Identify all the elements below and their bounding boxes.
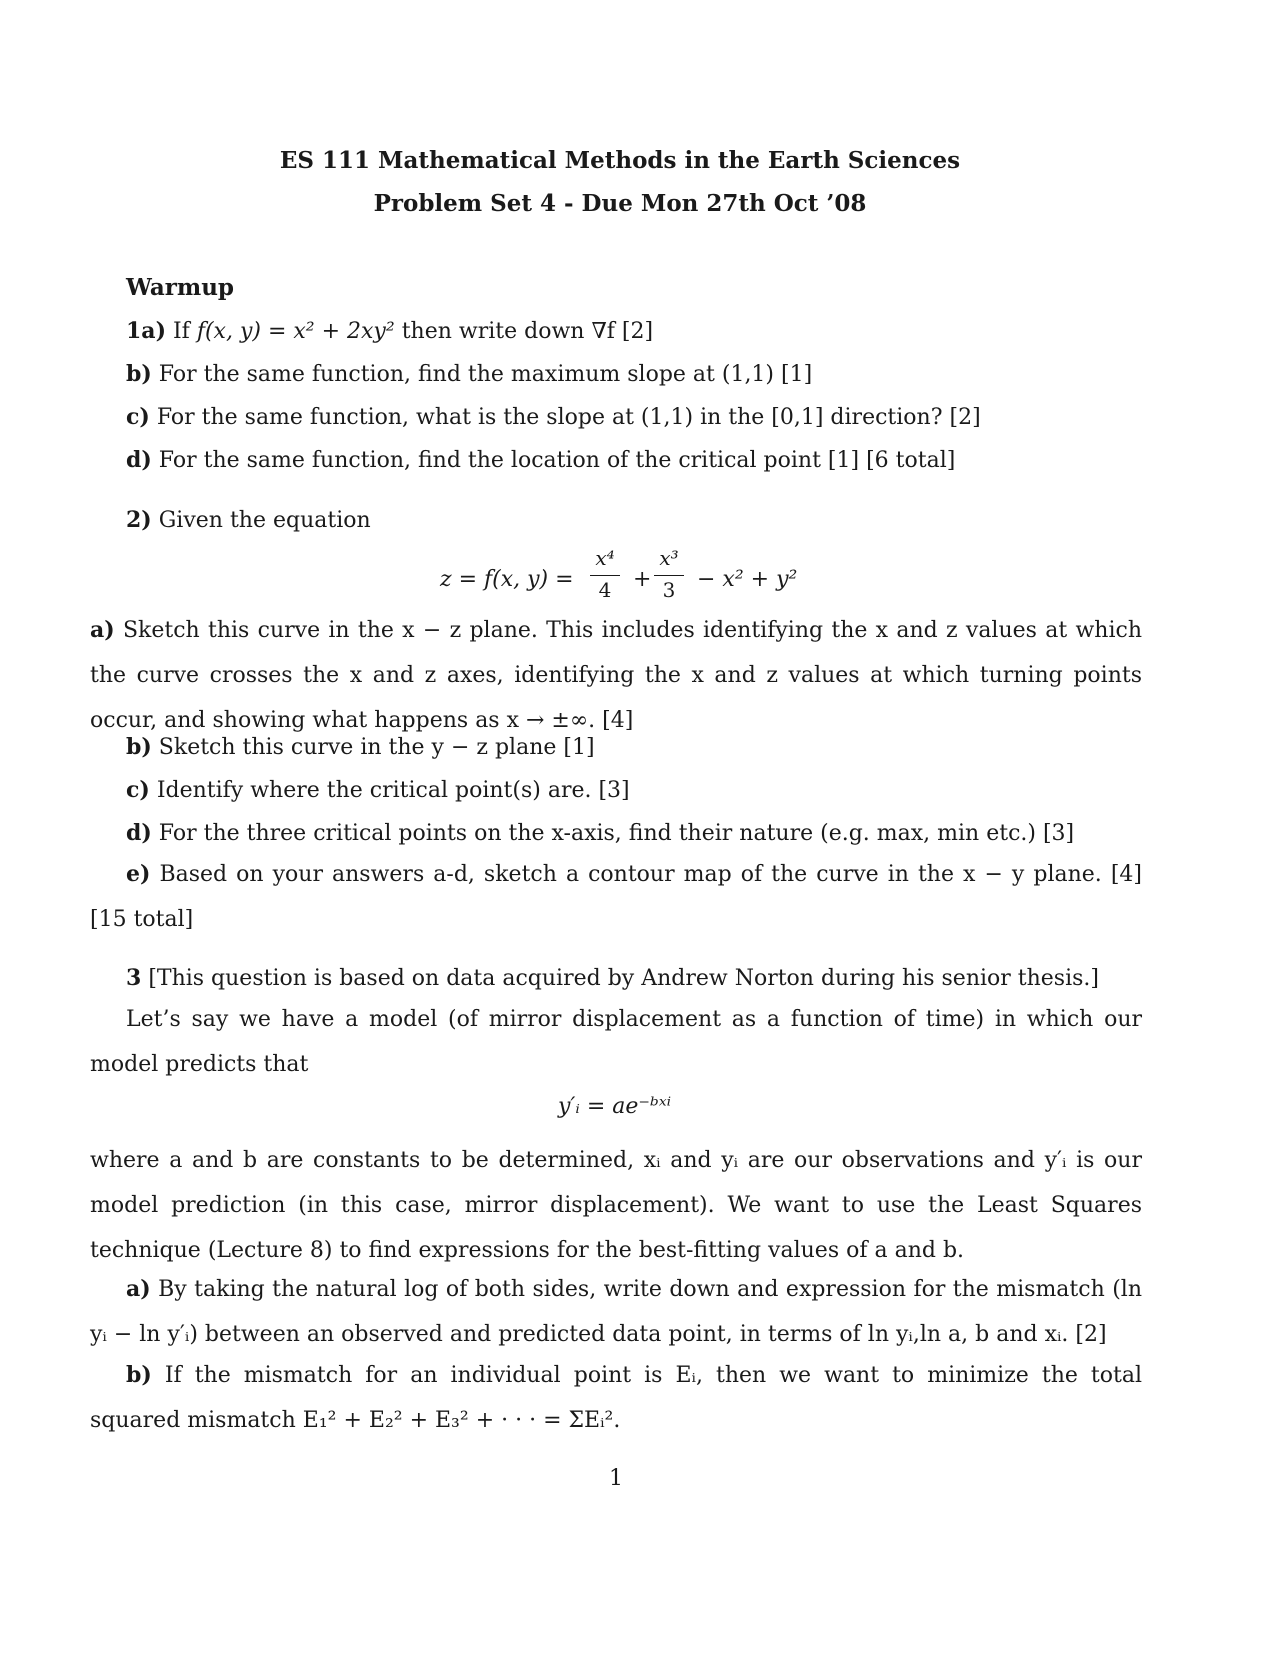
question-1c-text: For the same function, what is the slope at (1,1) in the [0,1] direction? [2]	[156, 405, 981, 430]
question-1b	[126, 360, 812, 389]
question-2b-label: b)	[126, 734, 152, 760]
equation-fraction2-denominator: 3	[662, 578, 676, 602]
equation-fraction1-bar	[590, 575, 620, 576]
question-1d	[126, 446, 955, 475]
question-2e-text: Based on your answers a-d, sketch a contour map of the curve in the x − y plane. [4] [15 total]	[90, 862, 1143, 932]
document-subtitle: Problem Set 4 - Due Mon 27th Oct ’08	[373, 190, 867, 217]
question-1c	[126, 403, 981, 432]
question-2e-label: e)	[126, 861, 151, 887]
equation-fraction2-numerator: x³	[659, 546, 679, 570]
question-2a-text: Sketch this curve in the x − z plane. This includes identifying the x and z values at which the curve crosses the x and z axes, identifying the x and z values at which turning points occur, and showing what happens as x → ±∞. [4]	[90, 618, 1143, 733]
question-3-paragraph-2: where a and b are constants to be determined, xᵢ and yᵢ are our observations and y′ᵢ is our model prediction (in this case, mirror displacement). We want to use the Least Squares technique (Lecture 8) to find expressions for the best-fitting values of a and b.	[90, 1148, 1142, 1263]
question-3a	[90, 1267, 1142, 1357]
question-2e	[90, 852, 1142, 942]
equation-fraction1-numerator: x⁴	[595, 546, 615, 570]
question-2d-label: d)	[126, 820, 152, 846]
equation-fraction2-bar	[654, 575, 684, 576]
question-3-paragraph-1: Let’s say we have a model (of mirror displacement as a function of time) in which our model predicts that	[90, 1007, 1142, 1077]
question-2-label: 2)	[126, 507, 152, 533]
question-2a-label: a)	[90, 617, 115, 643]
question-2c-label: c)	[126, 777, 150, 803]
question-3-intro	[126, 964, 1099, 993]
question-3b-text: If the mismatch for an individual point is Eᵢ, then we want to minimize the total squared mismatch E₁² + E₂² + E₃² + · · · = ΣEᵢ².	[90, 1363, 1142, 1433]
question-1a	[126, 317, 653, 346]
question-3a-text: By taking the natural log of both sides, write down and expression for the mismatch (ln yᵢ − ln y′ᵢ) between an observed and predicted data point, in terms of ln yᵢ,ln a, b and xᵢ. [2]	[90, 1277, 1142, 1347]
equation-plus: +	[633, 567, 652, 592]
question-1c-label: c)	[126, 404, 150, 430]
question-2-intro-text: Given the equation	[158, 508, 371, 533]
question-2d-text: For the three critical points on the x-axis, find their nature (e.g. max, min etc.) [3]	[158, 821, 1075, 846]
page-number: 1	[609, 1466, 623, 1491]
question-3-intro-text: [This question is based on data acquired by Andrew Norton during his senior thesis.]	[148, 966, 1099, 991]
question-1a-text-post: then write down ∇f [2]	[401, 319, 654, 344]
question-1d-text: For the same function, find the location of the critical point [1] [6 total]	[158, 448, 956, 473]
question-3b	[90, 1353, 1142, 1443]
question-2b-text: Sketch this curve in the y − z plane [1]	[158, 735, 595, 760]
question-3b-label: b)	[126, 1362, 152, 1388]
question-1a-label: 1a)	[126, 318, 166, 344]
question-3-label: 3	[126, 965, 142, 991]
question-2d	[126, 819, 1074, 848]
question-2a	[90, 608, 1142, 743]
question-2b	[126, 733, 595, 762]
question-3-equation: y′ᵢ = ae⁻ᵇˣⁱ	[558, 1094, 672, 1119]
question-2-intro	[126, 506, 371, 535]
question-1d-label: d)	[126, 447, 152, 473]
question-1b-label: b)	[126, 361, 152, 387]
question-1a-text-pre: If	[172, 319, 190, 344]
question-3a-label: a)	[126, 1276, 151, 1302]
question-2c	[126, 776, 630, 805]
equation-left: z = f(x, y) =	[440, 567, 574, 592]
question-1a-expression: f(x, y) = x² + 2xy²	[196, 319, 395, 344]
document-title: ES 111 Mathematical Methods in the Earth Sciences	[279, 147, 961, 174]
question-1b-text: For the same function, find the maximum slope at (1,1) [1]	[158, 362, 813, 387]
question-2c-text: Identify where the critical point(s) are. [3]	[156, 778, 630, 803]
section-heading-warmup: Warmup	[126, 274, 234, 301]
equation-right: − x² + y²	[697, 567, 798, 592]
equation-fraction1-denominator: 4	[598, 578, 612, 602]
